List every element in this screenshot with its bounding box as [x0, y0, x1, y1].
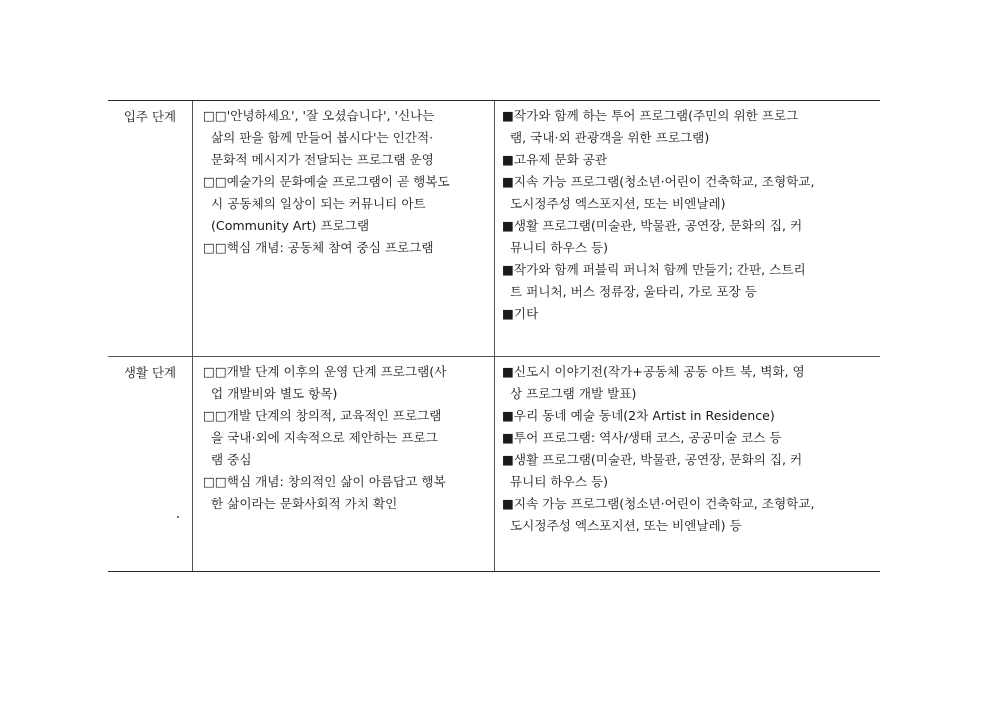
description-line: 문화적 메시지가 전달되는 프로그램 운영 [211, 152, 434, 167]
program-line: 도시정주성 엑스포지션, 또는 비엔날레) [510, 196, 726, 211]
stage-description [193, 357, 495, 571]
stage-programs [495, 101, 880, 356]
program-line: ■작가와 함께 하는 투어 프로그램(주민의 위한 프로그 [502, 108, 799, 123]
program-line: ■고유제 문화 공관 [502, 152, 608, 167]
program-line: ■신도시 이야기전(작가+공동체 공동 아트 북, 벽화, 영 [502, 364, 805, 379]
program-line: ■투어 프로그램: 역사/생태 코스, 공공미술 코스 등 [502, 430, 782, 445]
program-line: 램, 국내·외 관광객을 위한 프로그램) [510, 130, 710, 145]
description-line: 삶의 판을 함께 만들어 봅시다'는 인간적· [211, 130, 434, 145]
program-line: ■지속 가능 프로그램(청소년·어린이 건축학교, 조형학교, [502, 174, 815, 189]
stage-label: 생활 단계 [108, 357, 193, 571]
description-line: □□개발 단계 이후의 운영 단계 프로그램(사 [203, 364, 447, 379]
scan-speck [177, 516, 179, 518]
stage-label: 입주 단계 [108, 101, 193, 356]
program-line: 도시정주성 엑스포지션, 또는 비엔날레) 등 [510, 518, 742, 533]
stage-description [193, 101, 495, 356]
program-line: ■기타 [502, 306, 539, 321]
program-line: 트 퍼니처, 버스 정류장, 울타리, 가로 포장 등 [510, 284, 757, 299]
description-line: □□'안녕하세요', '잘 오셨습니다', '신나는 [203, 108, 435, 123]
program-line: ■지속 가능 프로그램(청소년·어린이 건축학교, 조형학교, [502, 496, 815, 511]
program-line: ■생활 프로그램(미술관, 박물관, 공연장, 문화의 집, 커 [502, 218, 803, 233]
description-line: 한 삶이라는 문화사회적 가치 확인 [211, 496, 398, 511]
description-line: (Community Art) 프로그램 [211, 218, 370, 233]
table-row-settlement-stage [108, 101, 880, 356]
description-line: □□핵심 개념: 공동체 참여 중심 프로그램 [203, 240, 434, 255]
description-line: □□핵심 개념: 창의적인 삶이 아름답고 행복 [203, 474, 446, 489]
program-table [108, 100, 880, 572]
description-line: 을 국내·외에 지속적으로 제안하는 프로그 [211, 430, 438, 445]
description-line: 업 개발비와 별도 항목) [211, 386, 338, 401]
description-line: 시 공동체의 일상이 되는 커뮤니티 아트 [211, 196, 426, 211]
description-line: □□예술가의 문화예술 프로그램이 곧 행복도 [203, 174, 450, 189]
description-line: 램 중심 [211, 452, 252, 467]
program-line: 뮤니티 하우스 등) [510, 474, 609, 489]
program-line: 상 프로그램 개발 발표) [510, 386, 637, 401]
program-line: ■생활 프로그램(미술관, 박물관, 공연장, 문화의 집, 커 [502, 452, 803, 467]
description-line: □□개발 단계의 창의적, 교육적인 프로그램 [203, 408, 442, 423]
stage-programs [495, 357, 880, 571]
program-line: 뮤니티 하우스 등) [510, 240, 609, 255]
program-line: ■우리 동네 예술 동네(2차 Artist in Residence) [502, 408, 775, 423]
program-line: ■작가와 함께 퍼블릭 퍼니처 함께 만들기; 간판, 스트리 [502, 262, 806, 277]
table-row-living-stage [108, 356, 880, 571]
